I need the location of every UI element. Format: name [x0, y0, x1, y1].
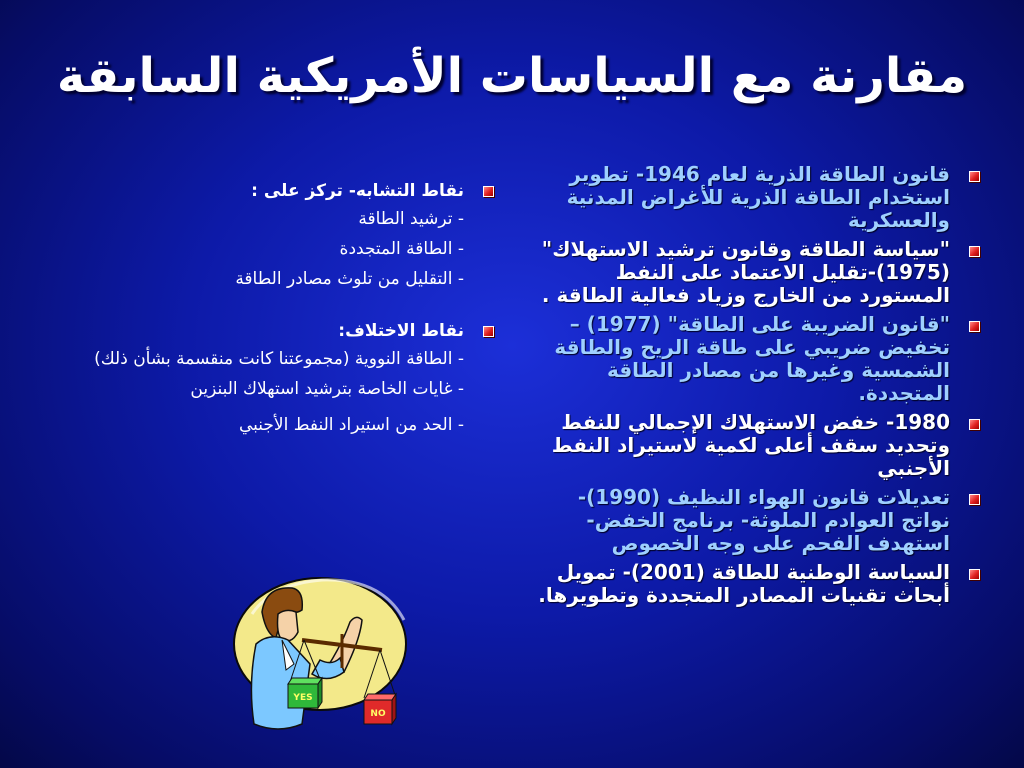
- policy-item-1946: [523, 163, 988, 232]
- yes-label: YES: [293, 693, 313, 703]
- policy-item-2001: [523, 561, 988, 607]
- policy-item-1975: [523, 238, 988, 307]
- bullet-square-icon: [969, 171, 980, 182]
- scale-balance-person-icon: [232, 574, 422, 744]
- similarity-line-3: - التقليل من تلوث مصادر الطاقة: [235, 269, 464, 289]
- policies-list-column: [523, 163, 988, 613]
- similarities-group: [42, 180, 502, 290]
- bullet-square-icon: [969, 494, 980, 505]
- differences-group: [42, 320, 502, 436]
- no-label: NO: [370, 709, 386, 719]
- policy-text: "سياسة الطاقة وقانون ترشيد الاستهلاك" (1975)-تقليل الاعتماد على النفط المستورد من الخارج وزياد فعالية الطاقة .: [541, 237, 950, 307]
- bullet-square-icon: [483, 186, 494, 197]
- bullet-square-icon: [969, 419, 980, 430]
- policy-text: "قانون الضريبة على الطاقة" (1977) – تخفيض ضريبي على طاقة الريح والطاقة الشمسية وغيرها من مصادر الطاقة المتجددة.: [554, 312, 950, 405]
- similarities-heading-text: نقاط التشابه- تركز على :: [251, 181, 464, 201]
- policy-item-1977: [523, 313, 988, 405]
- differences-heading-text: نقاط الاختلاف:: [338, 321, 464, 341]
- policy-text: السياسة الوطنية للطاقة (2001)- تمويل أبحاث تقنيات المصادر المتجددة وتطويرها.: [538, 560, 950, 607]
- difference-line-3: - الحد من استيراد النفط الأجنبي: [238, 415, 464, 435]
- slide-title: مقارنة مع السياسات الأمريكية السابقة: [56, 48, 968, 104]
- policies-list: [523, 163, 988, 607]
- similarity-line-1: - ترشيد الطاقة: [358, 209, 464, 229]
- difference-line-2: - غايات الخاصة بترشيد استهلاك البنزين: [190, 379, 464, 399]
- policy-text: تعديلات قانون الهواء النظيف (1990)- نواتج العوادم الملوثة- برنامج الخفض-استهدف الفحم على وجه الخصوص: [577, 485, 950, 555]
- similarities-heading-list: [42, 180, 502, 202]
- policy-item-1990: [523, 486, 988, 555]
- bullet-square-icon: [969, 569, 980, 580]
- policy-text: قانون الطاقة الذرية لعام 1946- تطوير استخدام الطاقة الذرية للأغراض المدنية والعسكرية: [566, 162, 950, 232]
- bullet-square-icon: [483, 326, 494, 337]
- differences-heading-list: [42, 320, 502, 342]
- bullet-square-icon: [969, 246, 980, 257]
- differences-heading: [42, 320, 502, 342]
- policy-text: 1980- خفض الاستهلاك الإجمالي للنفط وتحديد سقف أعلى لكمية لاستيراد النفط الأجنبي: [551, 410, 950, 480]
- similarities-heading: [42, 180, 502, 202]
- difference-line-1: - الطاقة النووية (مجموعتنا كانت منقسمة بشأن ذلك): [94, 349, 464, 369]
- policy-item-1980: [523, 411, 988, 480]
- similarity-line-2: - الطاقة المتجددة: [339, 239, 464, 259]
- bullet-square-icon: [969, 321, 980, 332]
- comparison-column: [42, 180, 502, 454]
